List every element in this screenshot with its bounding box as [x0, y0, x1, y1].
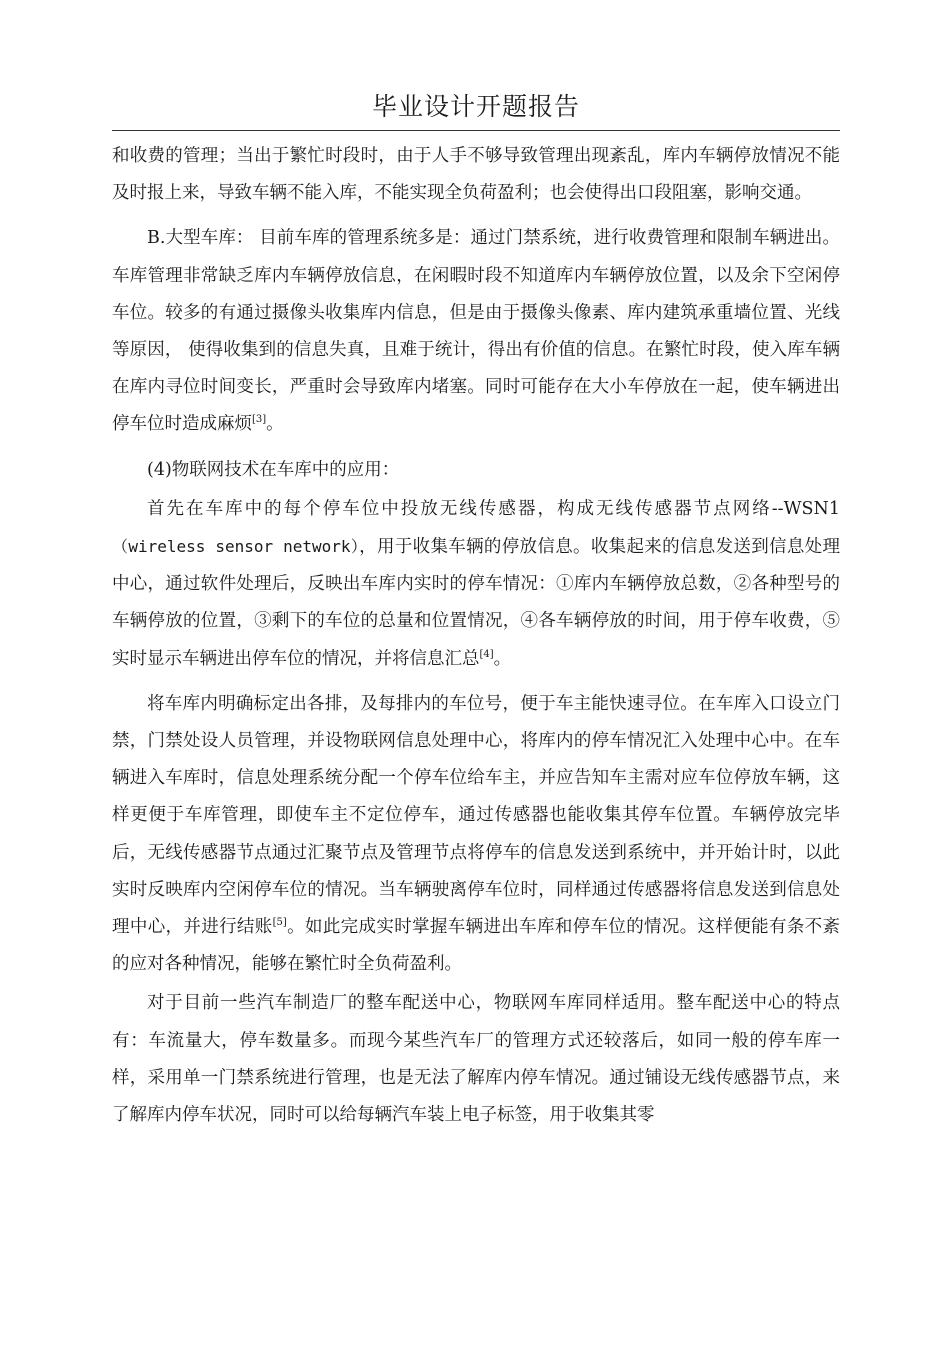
paragraph-mono-text: （wireless sensor network） — [112, 537, 360, 557]
citation-ref: [3] — [252, 414, 267, 426]
paragraph-text: 首先在车库中的每个停车位中投放无线传感器，构成无线传感器节点网络--WSN1 — [147, 498, 840, 519]
paragraph-garage-management — [112, 686, 840, 984]
paragraph-text: 将车库内明确标定出各排，及每排内的车位号，便于车主能快速寻位。在车库入口设立门禁，门禁处设人员管理，并设物联网信息处理中心，将库内的停车情况汇入处理中心中。在车辆进入车库时，信息处理系统分配一个停车位给车主，并应告知车主需对应车位停放车辆，这样更便于车库管理，即使车主不定位停车，通过传感器也能收集其停车位置。车辆停放完毕后，无线传感器节点通过汇聚节点及管理节点将停车的信息发送到系统中，并开始计时，以此实时反映库内空闲停车位的情况。当车辆驶离停车位时，同样通过传感器将信息发送到信息处理中心，并进行结账 — [112, 693, 840, 938]
paragraph-tail: 。 — [493, 648, 512, 669]
paragraph-text: 对于目前一些汽车制造厂的整车配送中心，物联网车库同样适用。整车配送中心的特点有：车流量大，停车数量多。而现今某些汽车厂的管理方式还较落后，如同一般的停车库一样，采用单一门禁系统进行管理，也是无法了解库内停车情况。通过铺设无线传感器节点，来了解库内停车状况，同时可以给每辆汽车装上电子标签，用于收集其零 — [112, 993, 840, 1126]
paragraph-large-garage — [112, 220, 840, 443]
citation-ref: [5] — [272, 917, 287, 929]
paragraph-text: ，用于收集车辆的停放信息。收集起来的信息发送到信息处理中心，通过软件处理后，反映出车库内实时的停车情况：①库内车辆停放总数，②各种型号的车辆停放的位置，③剩下的车位的总量和位置情况，④各车辆停放的时间，用于停车收费，⑤实时显示车辆进出停车位的情况，并将信息汇总 — [112, 537, 841, 669]
document-body — [112, 138, 840, 1134]
page-header — [112, 84, 840, 131]
paragraph-text: 和收费的管理；当出于繁忙时段时，由于人手不够导致管理出现紊乱，库内车辆停放情况不能及时报上来，导致车辆不能入库，不能实现全负荷盈利；也会使得出口段阻塞，影响交通。 — [112, 146, 840, 204]
citation-ref: [4] — [479, 648, 494, 660]
paragraph-continuation — [112, 138, 840, 212]
paragraph-wsn — [112, 491, 840, 678]
paragraph-tail: 。 — [266, 414, 284, 435]
section-heading-text: (4)物联网技术在车库中的应用： — [147, 459, 400, 480]
section-heading — [112, 452, 840, 489]
paragraph-text: B.大型车库： 目前车库的管理系统多是：通过门禁系统，进行收费管理和限制车辆进出。车库管理非常缺乏库内车辆停放信息，在闲暇时段不知道库内车辆停放位置，以及余下空闲停车位。较多的有通过摄像头收集库内信息，但是由于摄像头像素、库内建筑承重墙位置、光线等原因， 使得收集到的信息失真，且难于统计，得出有价值的信息。在繁忙时段，使入库车辆在库内寻位时间变长，严重时会导致库内堵塞。同时可能存在大小车停放在一起，使车辆进出停车位时造成麻烦 — [112, 228, 840, 435]
page-title: 毕业设计开题报告 — [371, 92, 580, 121]
paragraph-distribution-center — [112, 985, 840, 1134]
paragraph-tail: 。如此完成实时掌握车辆进出车库和停车位的情况。这样便能有条不紊的应对各种情况，能够在繁忙时全负荷盈利。 — [112, 917, 841, 975]
